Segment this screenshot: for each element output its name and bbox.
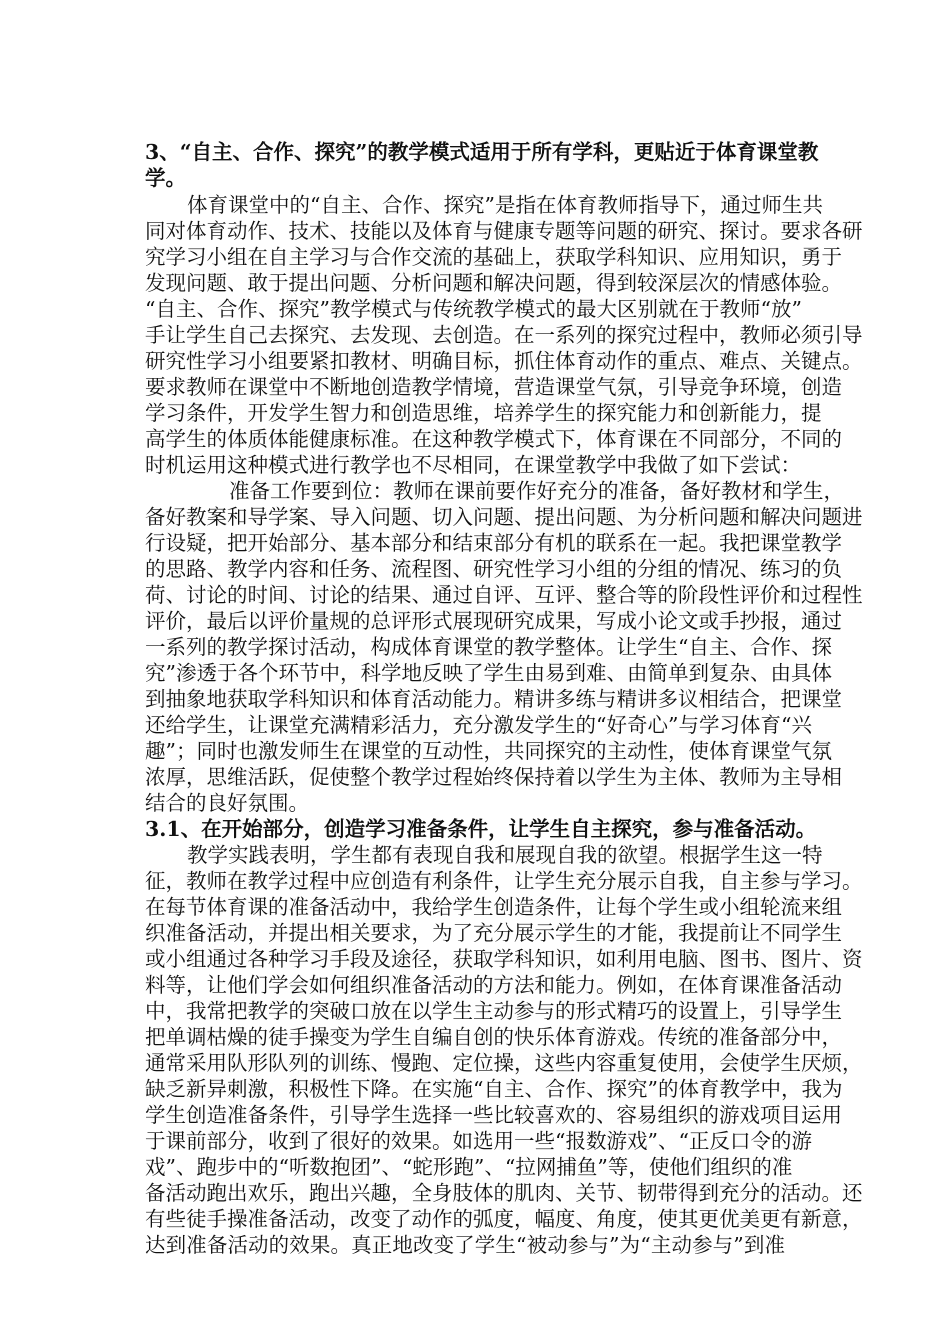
paragraph-line: 浓厚，思维活跃，促使整个教学过程始终保持着以学生为主体、教师为主导相 [145, 765, 842, 789]
paragraph-line: 把单调枯燥的徒手操变为学生自编自创的快乐体育游戏。传统的准备部分中， [145, 1025, 842, 1049]
paragraph-line: 同对体育动作、技术、技能以及体育与健康专题等问题的研究、探讨。要求各研 [145, 219, 863, 243]
paragraph-line: 到抽象地获取学科知识和体育活动能力。精讲多练与精讲多议相结合，把课堂 [145, 687, 842, 711]
paragraph-line: 一系列的教学探讨活动，构成体育课堂的教学整体。让学生“自主、合作、探 [145, 635, 832, 659]
paragraph-line: 征，教师在教学过程中应创造有利条件，让学生充分展示自我，自主参与学习。 [145, 869, 863, 893]
paragraph-line: 体育课堂中的“自主、合作、探究”是指在体育教师指导下，通过师生共 [187, 193, 823, 217]
paragraph-line: 备好教案和导学案、导入问题、切入问题、提出问题、为分析问题和解决问题进 [145, 505, 863, 529]
paragraph-line: 时机运用这种模式进行教学也不尽相同，在课堂教学中我做了如下尝试： [145, 453, 801, 477]
paragraph-line: 中，我常把教学的突破口放在以学生主动参与的形式精巧的设置上，引导学生 [145, 999, 842, 1023]
paragraph-line: 究”渗透于各个环节中，科学地反映了学生由易到难、由简单到复杂、由具体 [145, 661, 832, 685]
subsection-heading: 3.1、在开始部分，创造学习准备条件，让学生自主探究，参与准备活动。 [145, 817, 817, 841]
paragraph-line: “自主、合作、探究”教学模式与传统教学模式的最大区别就在于教师“放” [145, 297, 802, 321]
paragraph-line: 手让学生自己去探究、去发现、去创造。在一系列的探究过程中，教师必须引导 [145, 323, 863, 347]
paragraph-line: 通常采用队形队列的训练、慢跑、定位操，这些内容重复使用，会使学生厌烦， [145, 1051, 863, 1075]
paragraph-line: 荷、讨论的时间、讨论的结果、通过自评、互评、整合等的阶段性评价和过程性 [145, 583, 863, 607]
paragraph-line: 行设疑，把开始部分、基本部分和结束部分有机的联系在一起。我把课堂教学 [145, 531, 842, 555]
section-heading: 3、“自主、合作、探究”的教学模式适用于所有学科，更贴近于体育课堂教 [145, 140, 819, 164]
paragraph-line: 缺乏新异刺激，积极性下降。在实施“自主、合作、探究”的体育教学中，我为 [145, 1077, 843, 1101]
paragraph-line: 在每节体育课的准备活动中，我给学生创造条件，让每个学生或小组轮流来组 [145, 895, 842, 919]
paragraph-line: 或小组通过各种学习手段及途径，获取学科知识，如利用电脑、图书、图片、资 [145, 947, 863, 971]
section-heading: 学。 [145, 166, 186, 190]
paragraph-line: 学习条件，开发学生智力和创造思维，培养学生的探究能力和创新能力，提 [145, 401, 822, 425]
paragraph-line: 结合的良好氛围。 [145, 791, 309, 815]
paragraph-line: 研究性学习小组要紧扣教材、明确目标，抓住体育动作的重点、难点、关键点。 [145, 349, 863, 373]
paragraph-line: 趣”；同时也激发师生在课堂的互动性，共同探究的主动性，使体育课堂气氛 [145, 739, 832, 763]
paragraph-line: 于课前部分，收到了很好的效果。如选用一些“报数游戏”、“正反口令的游 [145, 1129, 812, 1153]
paragraph-line: 料等，让他们学会如何组织准备活动的方法和能力。例如，在体育课准备活动 [145, 973, 842, 997]
paragraph-line: 戏”、跑步中的“听数抱团”、“蛇形跑”、“拉网捕鱼”等，使他们组织的准 [145, 1155, 793, 1179]
paragraph-line: 要求教师在课堂中不断地创造教学情境，营造课堂气氛，引导竞争环境，创造 [145, 375, 842, 399]
paragraph-line: 还给学生，让课堂充满精彩活力，充分激发学生的“好奇心”与学习体育“兴 [145, 713, 812, 737]
paragraph-line: 备活动跑出欢乐，跑出兴趣，全身肢体的肌肉、关节、韧带得到充分的活动。还 [145, 1181, 863, 1205]
paragraph-line: 织准备活动，并提出相关要求，为了充分展示学生的才能，我提前让不同学生 [145, 921, 842, 945]
paragraph-line: 究学习小组在自主学习与合作交流的基础上，获取学科知识、应用知识，勇于 [145, 245, 842, 269]
paragraph-line: 有些徒手操准备活动，改变了动作的弧度，幅度、角度，使其更优美更有新意， [145, 1207, 863, 1231]
paragraph-line: 教学实践表明，学生都有表现自我和展现自我的欲望。根据学生这一特 [187, 843, 823, 867]
paragraph-line: 高学生的体质体能健康标准。在这种教学模式下，体育课在不同部分，不同的 [145, 427, 842, 451]
paragraph-line: 达到准备活动的效果。真正地改变了学生“被动参与”为“主动参与”到准 [145, 1233, 785, 1257]
paragraph-line: 学生创造准备条件，引导学生选择一些比较喜欢的、容易组织的游戏项目运用 [145, 1103, 842, 1127]
paragraph-line: 发现问题、敢于提出问题、分析问题和解决问题，得到较深层次的情感体验。 [145, 271, 842, 295]
paragraph-line: 准备工作要到位：教师在课前要作好充分的准备，备好教材和学生， [229, 479, 844, 503]
paragraph-line: 的思路、教学内容和任务、流程图、研究性学习小组的分组的情况、练习的负 [145, 557, 842, 581]
paragraph-line: 评价，最后以评价量规的总评形式展现研究成果，写成小论文或手抄报，通过 [145, 609, 842, 633]
